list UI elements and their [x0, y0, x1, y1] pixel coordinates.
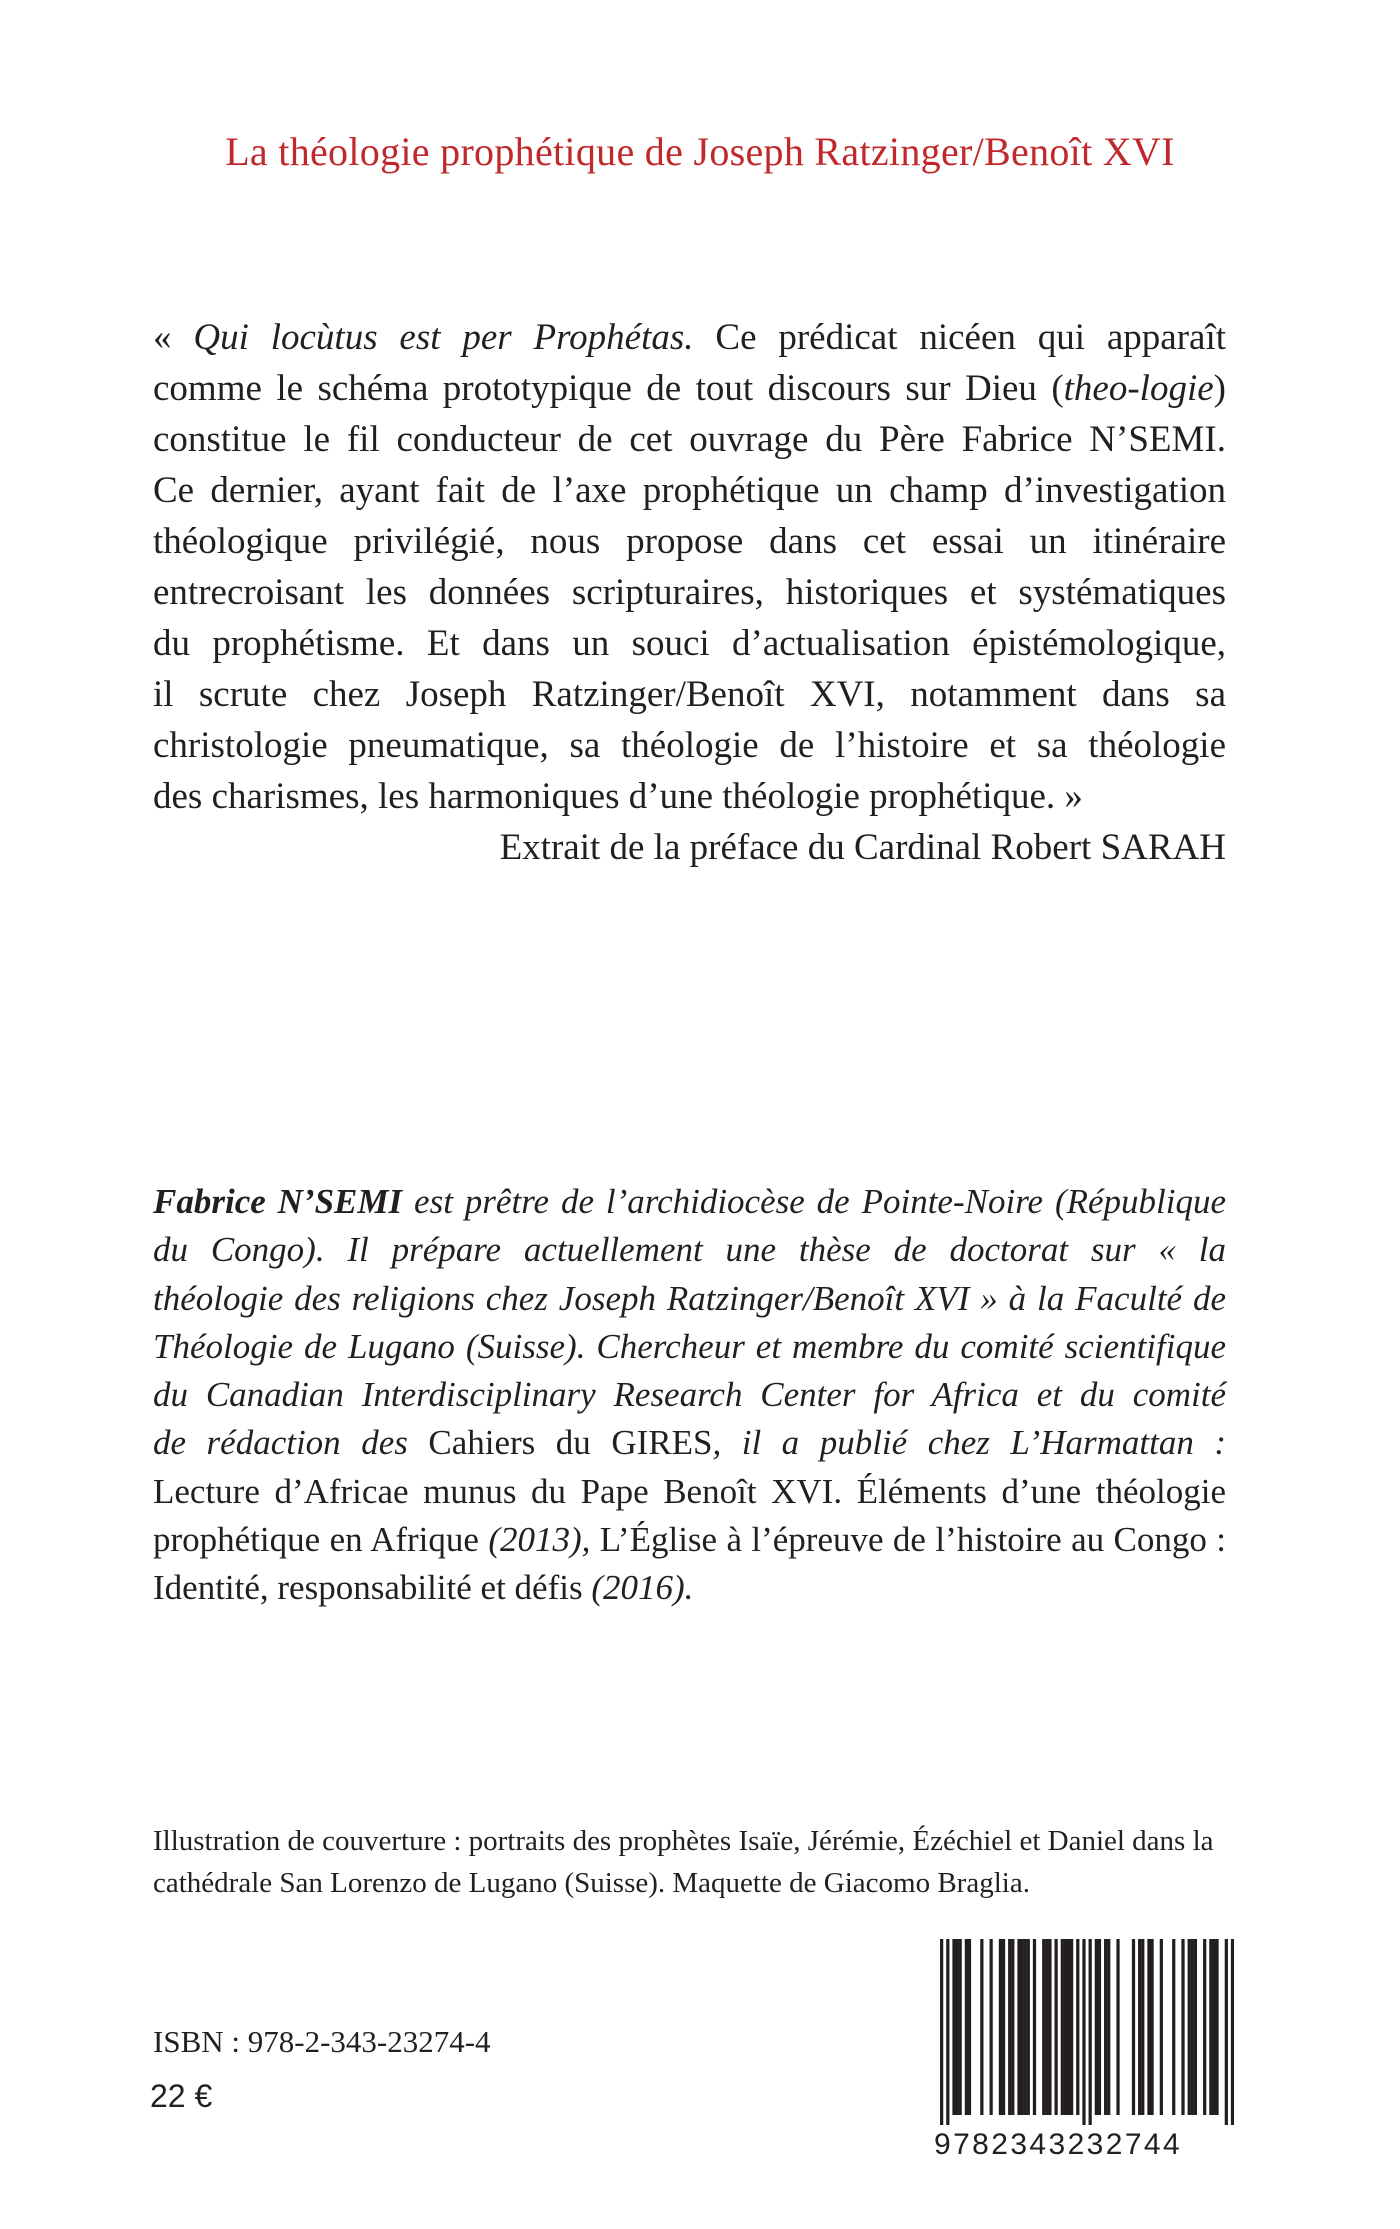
quote-line: des charismes, les harmoniques d’une théologie prophétique. » [153, 776, 1083, 817]
barcode-bar [946, 1939, 949, 2125]
price: 22 € [150, 2078, 213, 2114]
barcode-bar [1070, 1939, 1073, 2115]
book-title: La théologie prophétique de Joseph Ratzinger/Benoît XVI [225, 129, 1175, 174]
bio-line [153, 1419, 1226, 1467]
barcode-bar [1203, 1939, 1206, 2115]
barcode-bar [1104, 1939, 1107, 2115]
barcode-bar [1024, 1939, 1027, 2115]
quote-text: Ce prédicat nicéen qui apparaît [693, 317, 1227, 358]
barcode-bar [1011, 1939, 1014, 2115]
bio-line [153, 1178, 1226, 1226]
quote-text: comme le schéma prototypique de tout discours sur Dieu ( [153, 368, 1064, 409]
barcode-bar [1067, 1939, 1070, 2115]
bio-text: est prêtre de l’archidiocèse de Pointe-Noire (République [402, 1182, 1226, 1221]
barcode-bar [1150, 1939, 1153, 2115]
bio-text: du Congo). Il prépare actuellement une thèse de doctorat sur « la [153, 1230, 1226, 1270]
barcode-bar [1132, 1939, 1135, 2115]
barcode-bar [1194, 1939, 1197, 2115]
bio-text: du Canadian Interdisciplinary Research Center for Africa et du comité [153, 1375, 1226, 1415]
barcode-bar [1048, 1939, 1051, 2115]
quote-latin-phrase: Qui locùtus est per Prophétas. [193, 317, 694, 358]
barcode-bar [1141, 1939, 1144, 2115]
barcode-bar [1107, 1939, 1110, 2115]
quote-open-mark: « [153, 317, 194, 358]
quote-line [153, 363, 1226, 414]
barcode-bar [1191, 1939, 1194, 2115]
bio-line [153, 1516, 1226, 1564]
bio-text: (2013), [488, 1520, 591, 1560]
bio-line [153, 1468, 1226, 1516]
barcode-bar [1212, 1939, 1215, 2115]
barcode-bar [1116, 1939, 1119, 2115]
barcode-bar [959, 1939, 962, 2115]
barcode-bar [999, 1939, 1002, 2115]
bio-line [153, 1564, 1226, 1612]
bio-text: Identité, responsabilité et défis [153, 1568, 592, 1608]
barcode-bar [1147, 1939, 1150, 2115]
quote-line: christologie pneumatique, sa théologie de l’histoire et sa théologie [153, 725, 1226, 766]
barcode-bar [1089, 1939, 1092, 2125]
barcode-bar [1020, 1939, 1023, 2115]
author-biography [153, 1178, 1226, 1613]
barcode-bar [965, 1939, 968, 2115]
barcode-bar [1027, 1939, 1030, 2115]
barcode-bar [1215, 1939, 1218, 2115]
preface-quote [153, 312, 1226, 822]
bio-line [153, 1371, 1226, 1419]
quote-line [153, 312, 1226, 363]
barcode-bar [1042, 1939, 1045, 2115]
author-name: Fabrice N’SEMI [153, 1182, 403, 1221]
barcode-bar [1231, 1939, 1234, 2125]
barcode-bar [940, 1939, 943, 2125]
barcode-bar [1008, 1939, 1011, 2115]
quote-line: théologique privilégié, nous propose dans cet essai un itinéraire [153, 521, 1226, 562]
quote-line: entrecroisant les données scripturaires, historiques et systématiques [153, 572, 1226, 613]
barcode-bar [1002, 1939, 1005, 2115]
barcode-bar [1160, 1939, 1163, 2115]
barcode-bar [955, 1939, 958, 2115]
quote-italic-term: theo-logie [1063, 368, 1214, 409]
barcode-bar [1082, 1939, 1085, 2125]
quote-line: Ce dernier, ayant fait de l’axe prophétique un champ d’investigation [153, 470, 1226, 511]
barcode-bar [1033, 1939, 1036, 2115]
barcode-bar [1017, 1939, 1020, 2115]
quote-attribution: Extrait de la préface du Cardinal Robert SARAH [499, 827, 1226, 868]
barcode-digits: 9782343232744 [934, 2128, 1183, 2161]
quote-line: il scrute chez Joseph Ratzinger/Benoît XVI, notamment dans sa [153, 674, 1226, 715]
bio-line [153, 1275, 1226, 1323]
barcode-bar [1064, 1939, 1067, 2115]
bio-text: , il a publié chez L’Harmattan : [712, 1423, 1227, 1463]
barcode-bar [1095, 1939, 1098, 2115]
bio-text: (2016). [591, 1568, 694, 1608]
bio-text: Cahiers du GIRES [428, 1423, 713, 1463]
quote-line: du prophétisme. Et dans un souci d’actualisation épistémologique, [153, 623, 1226, 664]
barcode-bar [952, 1939, 955, 2115]
bio-text: prophétique en Afrique [153, 1520, 489, 1560]
bio-line [153, 1323, 1226, 1371]
barcode-bar [1188, 1939, 1191, 2115]
bio-text: Théologie de Lugano (Suisse). Chercheur et membre du comité scientifique [153, 1326, 1226, 1366]
quote-text: ) [1213, 368, 1226, 409]
barcode-bar [968, 1939, 971, 2115]
barcode-bar [990, 1939, 993, 2115]
bio-line [153, 1226, 1226, 1274]
barcode-bar [1076, 1939, 1079, 2115]
barcode [940, 1939, 1234, 2125]
barcode-bar [1045, 1939, 1048, 2115]
bio-text: théologie des religions chez Joseph Ratzinger/Benoît XVI » à la Faculté de [153, 1278, 1226, 1318]
barcode-bar [1172, 1939, 1175, 2115]
bio-text: de rédaction des [153, 1423, 429, 1463]
bio-text: L’Église à l’épreuve de l’histoire au Congo : [590, 1520, 1227, 1560]
bio-text: Lecture d’Africae munus du Pape Benoît XVI. Éléments d’une théologie [153, 1471, 1226, 1511]
barcode-bar [1225, 1939, 1228, 2125]
barcode-bar [1055, 1939, 1058, 2115]
barcode-bar [1138, 1939, 1141, 2115]
cover-illustration-credit: Illustration de couverture : portraits des prophètes Isaïe, Jérémie, Ézéchiel et Daniel dans la cathédrale San Lorenzo de Lugano (Suisse). Maquette de Giacomo Braglia. [153, 1825, 1214, 1899]
isbn: ISBN : 978-2-343-23274-4 [153, 2024, 491, 2059]
barcode-bar [980, 1939, 983, 2115]
quote-line: constitue le fil conducteur de cet ouvrage du Père Fabrice N’SEMI. [153, 419, 1226, 460]
barcode-bar [1209, 1939, 1212, 2115]
barcode-bar [1181, 1939, 1184, 2115]
barcode-bar [1061, 1939, 1064, 2115]
barcode-bar [1098, 1939, 1101, 2115]
